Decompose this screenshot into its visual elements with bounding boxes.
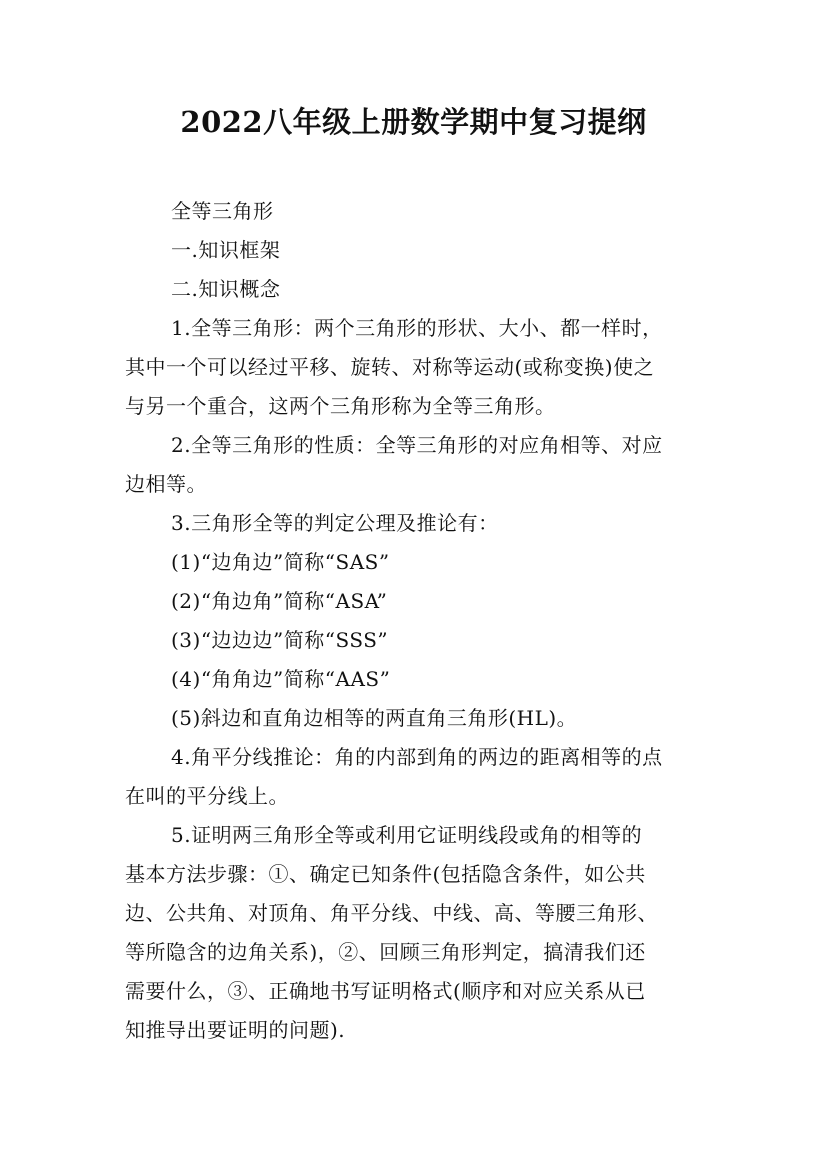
list-item: (4)“角角边”简称“AAS”	[171, 667, 391, 691]
list-item: (3)“边边边”简称“SSS”	[171, 628, 389, 652]
paragraph-line: 知推导出要证明的问题).	[125, 1018, 346, 1042]
paragraph-line: 4.角平分线推论：角的内部到角的两边的距离相等的点	[171, 745, 663, 769]
list-item: (5)斜边和直角边相等的两直角三角形(HL)。	[171, 706, 578, 730]
paragraph-line: 等所隐含的边角关系)，②、回顾三角形判定，搞清我们还	[125, 940, 646, 964]
paragraph-line: 5.证明两三角形全等或利用它证明线段或角的相等的	[171, 823, 643, 847]
paragraph-line: 与另一个重合，这两个三角形称为全等三角形。	[125, 394, 556, 418]
list-item: (1)“边角边”简称“SAS”	[171, 550, 390, 574]
subheading-knowledge-concepts: 二.知识概念	[171, 277, 281, 301]
paragraph-line: 边、公共角、对顶角、角平分线、中线、高、等腰三角形、	[125, 901, 658, 925]
paragraph-line: 2.全等三角形的性质：全等三角形的对应角相等、对应	[171, 433, 663, 457]
paragraph-line: 在叫的平分线上。	[125, 784, 289, 808]
paragraph-line: 基本方法步骤：①、确定已知条件(包括隐含条件，如公共	[125, 862, 646, 886]
document-title: 2022八年级上册数学期中复习提纲	[180, 105, 647, 139]
paragraph-line: 3.三角形全等的判定公理及推论有：	[171, 511, 499, 535]
paragraph-line: 边相等。	[125, 472, 207, 496]
subheading-knowledge-framework: 一.知识框架	[171, 238, 281, 262]
list-item: (2)“角边角”简称“ASA”	[171, 589, 388, 613]
paragraph-line: 需要什么，③、正确地书写证明格式(顺序和对应关系从已	[125, 979, 646, 1003]
section-heading-congruent-triangles: 全等三角形	[171, 199, 274, 223]
paragraph-line: 其中一个可以经过平移、旋转、对称等运动(或称变换)使之	[125, 355, 655, 379]
paragraph-line: 1.全等三角形：两个三角形的形状、大小、都一样时，	[171, 316, 663, 340]
